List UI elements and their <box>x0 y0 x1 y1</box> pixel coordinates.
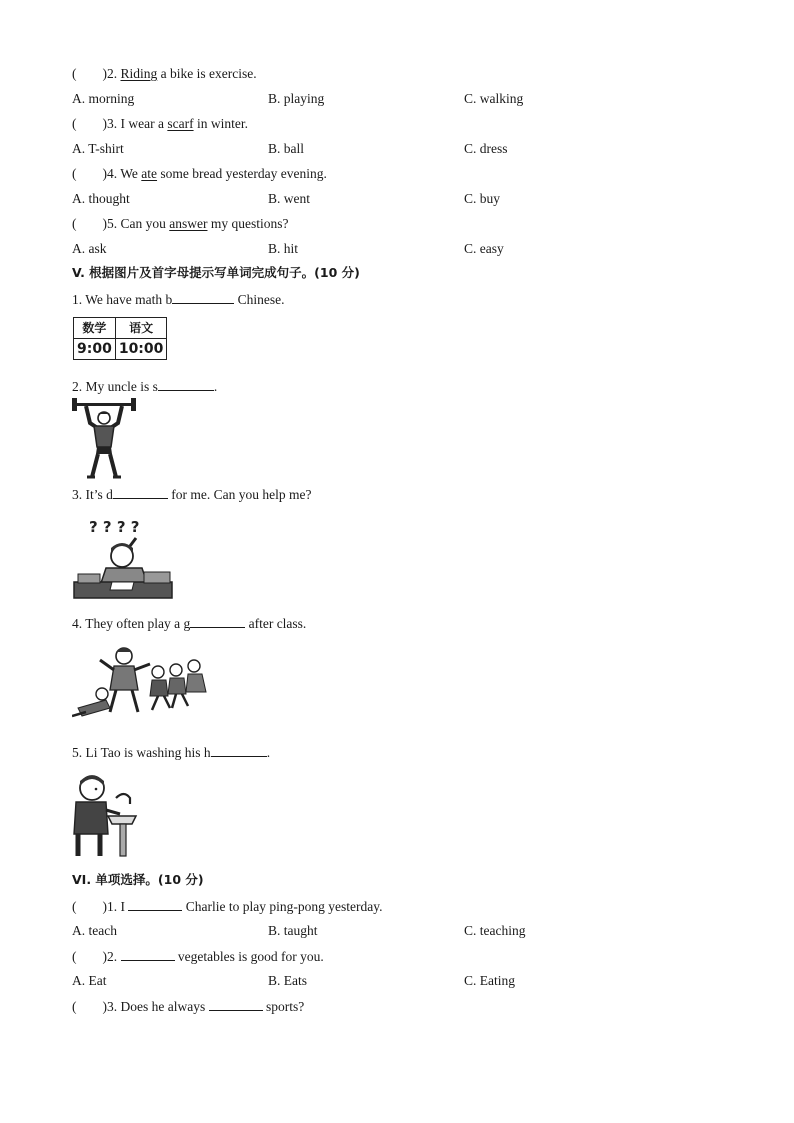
fill-blank[interactable] <box>158 378 214 391</box>
mc-question-1 <box>72 898 382 915</box>
mc-question-3 <box>72 998 304 1015</box>
schedule-picture <box>73 317 167 360</box>
schedule-time-math: 9:00 <box>74 339 116 360</box>
answer-paren-open: ( <box>72 999 77 1014</box>
option-a: A. Eat <box>72 973 107 988</box>
fill-blank[interactable] <box>211 744 267 757</box>
fill-blank[interactable] <box>128 898 182 911</box>
section-v-heading: V. 根据图片及首字母提示写单词完成句子。(10 分) <box>72 265 360 280</box>
fill-blank[interactable] <box>209 998 263 1011</box>
question-text: Charlie to play ping-pong yesterday. <box>182 899 383 914</box>
answer-paren-close: ) <box>102 66 107 81</box>
question-2 <box>72 66 257 82</box>
answer-paren-open: ( <box>72 949 77 964</box>
answer-paren-open: ( <box>72 66 77 81</box>
answer-paren-close: ) <box>102 166 107 181</box>
answer-paren-close: ) <box>102 899 107 914</box>
fill-blank[interactable] <box>121 948 175 961</box>
sentence-start: 2. My uncle is s <box>72 379 158 394</box>
answer-paren-open: ( <box>72 899 77 914</box>
answer-paren-open: ( <box>72 216 77 231</box>
question-text: in winter. <box>193 116 248 131</box>
question-3 <box>72 116 248 132</box>
question-text: some bread yesterday evening. <box>157 166 327 181</box>
sentence-start: 4. They often play a g <box>72 616 191 631</box>
fill-blank[interactable] <box>190 615 245 628</box>
question-number: 4. <box>107 166 118 181</box>
question-text-before: Can you <box>117 216 170 231</box>
schedule-time-chinese: 10:00 <box>115 339 167 360</box>
underlined-word: Riding <box>120 66 158 81</box>
option-a: A. teach <box>72 923 117 938</box>
option-b: B. hit <box>268 241 299 256</box>
question-text: a bike is exercise. <box>157 66 257 81</box>
question-text-before: I wear a <box>117 116 168 131</box>
question-text-before: I <box>117 899 129 914</box>
fill-item-5 <box>72 744 270 761</box>
question-text: vegetables is good for you. <box>174 949 324 964</box>
sentence-end: after class. <box>245 616 307 631</box>
answer-paren-close: ) <box>102 999 107 1014</box>
option-c: C. teaching <box>464 923 526 938</box>
answer-paren-open: ( <box>72 166 77 181</box>
question-text-before: Does he always <box>117 999 209 1014</box>
option-a: A. ask <box>72 241 107 256</box>
fill-item-4 <box>72 615 306 632</box>
option-c: C. walking <box>464 91 524 106</box>
sentence-end: for me. Can you help me? <box>167 487 312 502</box>
option-a: A. thought <box>72 191 130 206</box>
kids-playing-picture <box>72 642 214 730</box>
question-number: 3. <box>107 999 118 1014</box>
sentence-start: 5. Li Tao is washing his h <box>72 745 211 760</box>
option-a: A. morning <box>72 91 135 106</box>
schedule-subject-math: 数学 <box>74 318 116 339</box>
question-number: 5. <box>107 216 118 231</box>
question-4 <box>72 166 327 182</box>
section-vi-heading: VI. 单项选择。(10 分) <box>72 872 204 887</box>
answer-paren-close: ) <box>102 116 107 131</box>
option-b: B. Eats <box>268 973 307 988</box>
question-text: sports? <box>262 999 305 1014</box>
schedule-table <box>73 317 167 360</box>
fill-item-2 <box>72 378 217 395</box>
option-b: B. playing <box>268 91 325 106</box>
option-b: B. ball <box>268 141 304 156</box>
answer-paren-close: ) <box>102 216 107 231</box>
fill-item-1 <box>72 291 285 308</box>
fill-item-3 <box>72 486 311 503</box>
question-number: 1. <box>107 899 118 914</box>
sentence-start: 3. It’s d <box>72 487 113 502</box>
sentence-start: 1. We have math b <box>72 292 173 307</box>
weightlifter-picture <box>72 397 136 481</box>
question-number: 2. <box>107 66 118 81</box>
option-b: B. taught <box>268 923 318 938</box>
underlined-word: ate <box>141 166 158 181</box>
sentence-end: Chinese. <box>234 292 285 307</box>
question-text-before: We <box>117 166 142 181</box>
fill-blank[interactable] <box>113 486 168 499</box>
answer-paren-close: ) <box>102 949 107 964</box>
sentence-end: . <box>266 745 271 760</box>
option-a: A. T-shirt <box>72 141 124 156</box>
question-text: my questions? <box>207 216 289 231</box>
answer-paren-open: ( <box>72 116 77 131</box>
option-b: B. went <box>268 191 310 206</box>
sentence-end: . <box>213 379 218 394</box>
mc-question-2 <box>72 948 324 965</box>
question-marks: ? ? ? ? <box>89 518 140 536</box>
option-c: C. buy <box>464 191 501 206</box>
question-number: 3. <box>107 116 118 131</box>
confused-student-picture <box>72 512 176 600</box>
underlined-word: answer <box>169 216 208 231</box>
question-number: 2. <box>107 949 118 964</box>
underlined-word: scarf <box>167 116 194 131</box>
fill-blank[interactable] <box>172 291 234 304</box>
option-c: C. dress <box>464 141 508 156</box>
schedule-subject-chinese: 语文 <box>115 318 167 339</box>
washing-hands-picture <box>72 772 138 858</box>
option-c: C. Eating <box>464 973 515 988</box>
option-c: C. easy <box>464 241 504 256</box>
question-5 <box>72 216 288 232</box>
